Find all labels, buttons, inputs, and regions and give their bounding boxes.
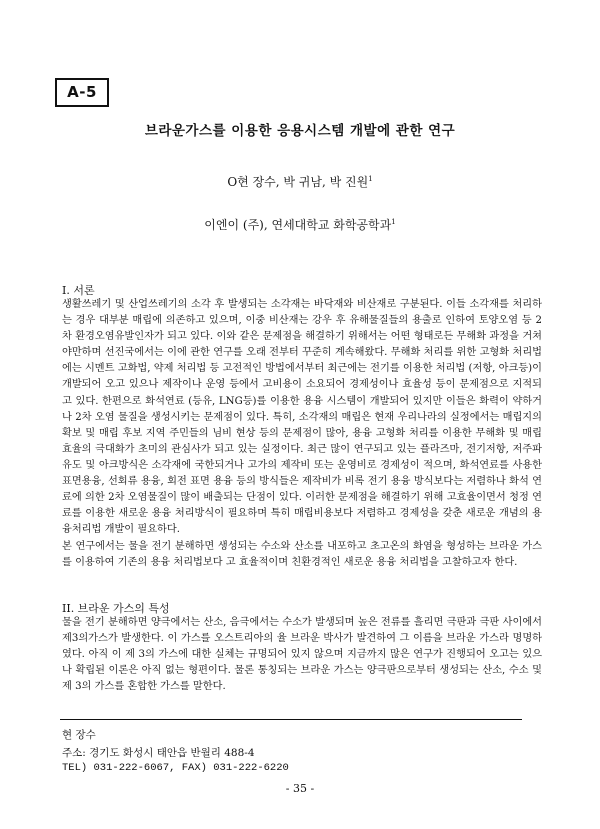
- author-names: O현 장수, 박 귀남, 박 진원: [227, 175, 369, 189]
- section-heading-brown-gas: II. 브라운 가스의 특성: [62, 602, 170, 615]
- footnote-author: 현 장수: [62, 729, 96, 741]
- footnote-address: 주소: 경기도 화성시 태안읍 반월리 488-4: [62, 747, 255, 759]
- affiliation-text: 이엔이 (주), 연세대학교 화학공학과: [204, 218, 392, 232]
- author-superscript: 1: [368, 175, 373, 183]
- paper-title: 브라운가스를 이용한 응용시스템 개발에 관한 연구: [144, 123, 456, 139]
- page-number: - 35 -: [285, 782, 315, 795]
- intro-paragraph-2: 본 연구에서는 물을 전기 분해하면 생성되는 수소와 산소를 내포하고 초고온의 화염을 형성하는 브라운 가스를 이용하여 기존의 용융 처리법보다 고 효율적이며 친환경적인 새로운 용융 처리법을 고찰하고자 한다.: [62, 541, 542, 569]
- footnote-contact: TEL) 031-222-6067, FAX) 031-222-6220: [62, 762, 289, 774]
- affiliation-superscript: 1: [391, 218, 396, 226]
- section-heading-introduction: I. 서론: [62, 284, 95, 297]
- brown-gas-paragraph: 물을 전기 분해하면 양극에서는 산소, 음극에서는 수소가 발생되며 높은 전류를 흘리면 극판과 극판 사이에서 제3의가스가 발생한다. 이 가스를 오스트리아의 율 브라운 박사가 발견하여 그 이름을 브라운 가스라 명명하였다. 아직 이 제 3의 가스에 대한 실체는 규명되어 있지 않으며 지금까지 많은 연구가 진행되어 오고는 있으나 확립된 이론은 아직 없는 형편이다. 물론 통칭되는 브라운 가스는 양극판으로부터 생성되는 산소, 수소 및 제 3의 가스를 혼합한 가스를 말한다.: [62, 617, 542, 693]
- session-label: A-5: [55, 78, 109, 107]
- affiliation-line: [0, 216, 600, 233]
- intro-paragraph-1: 생활쓰레기 및 산업쓰레기의 소각 후 발생되는 소각재는 바닥재와 비산재로 구분된다. 이들 소각재를 처리하는 경우 대부분 매립에 의존하고 있으며, 이중 비산재는 강우 후 유해물질들의 용출로 인하여 토양오염 등 2차 환경오염유발인자가 되고 있다. 이와 같은 문제점을 해결하기 위해서는 어떤 형태로든 무해화 과정을 거쳐야만하며 선진국에서는 이에 관한 연구를 오래 전부터 꾸준히 계속해왔다. 무해화 처리를 위한 고형화 처리법에는 시멘트 고화법, 약제 처리법 등 고전적인 방법에서부터 최근에는 전기를 이용한 처리법 (저항, 아크등)이 개발되어 오고 있으나 제작이나 운영 등에서 고비용이 소요되어 경제성이나 효율성 등이 문제점으로 지적되고 있다. 한편으로 화석연료 (등유, LNG등)를 이용한 용융 시스템이 개발되어 있지만 이들은 화력이 약하거나 2차 오염 물질을 생성시키는 문제점이 있다. 특히, 소각재의 매립은 현재 우리나라의 실정에서는 매립지의 확보 및 매립 후보 지역 주민들의 님비 현상 등의 문제점이 많아, 용융 고형화 처리를 이용한 무해화 및 매립 효율의 극대화가 초미의 관심사가 되고 있는 실정이다. 최근 많이 연구되고 있는 플라즈마, 전기저항, 저주파 유도 및 아크방식은 소각재에 국한되거나 고가의 제작비 또는 운영비로 경제성이 적으며, 화석연료를 사용한 표면용융, 선회류 용융, 회전 표면 용융 등의 방식들은 제작비가 비록 전기 용융 방식보다는 저렴하나 화석 연료에 의한 2차 오염물질이 많이 배출되는 단점이 있다. 이러한 문제점을 해결하기 위해 고효율이면서 청정 연료를 이용한 새로운 용융 처리방식이 필요하며 특히 매립비용보다 저렴하고 경제성을 갖춘 새로운 개념의 용융처리법 개발이 필요하다.: [62, 299, 542, 536]
- footnote-divider: [60, 719, 522, 720]
- author-line: [0, 173, 600, 190]
